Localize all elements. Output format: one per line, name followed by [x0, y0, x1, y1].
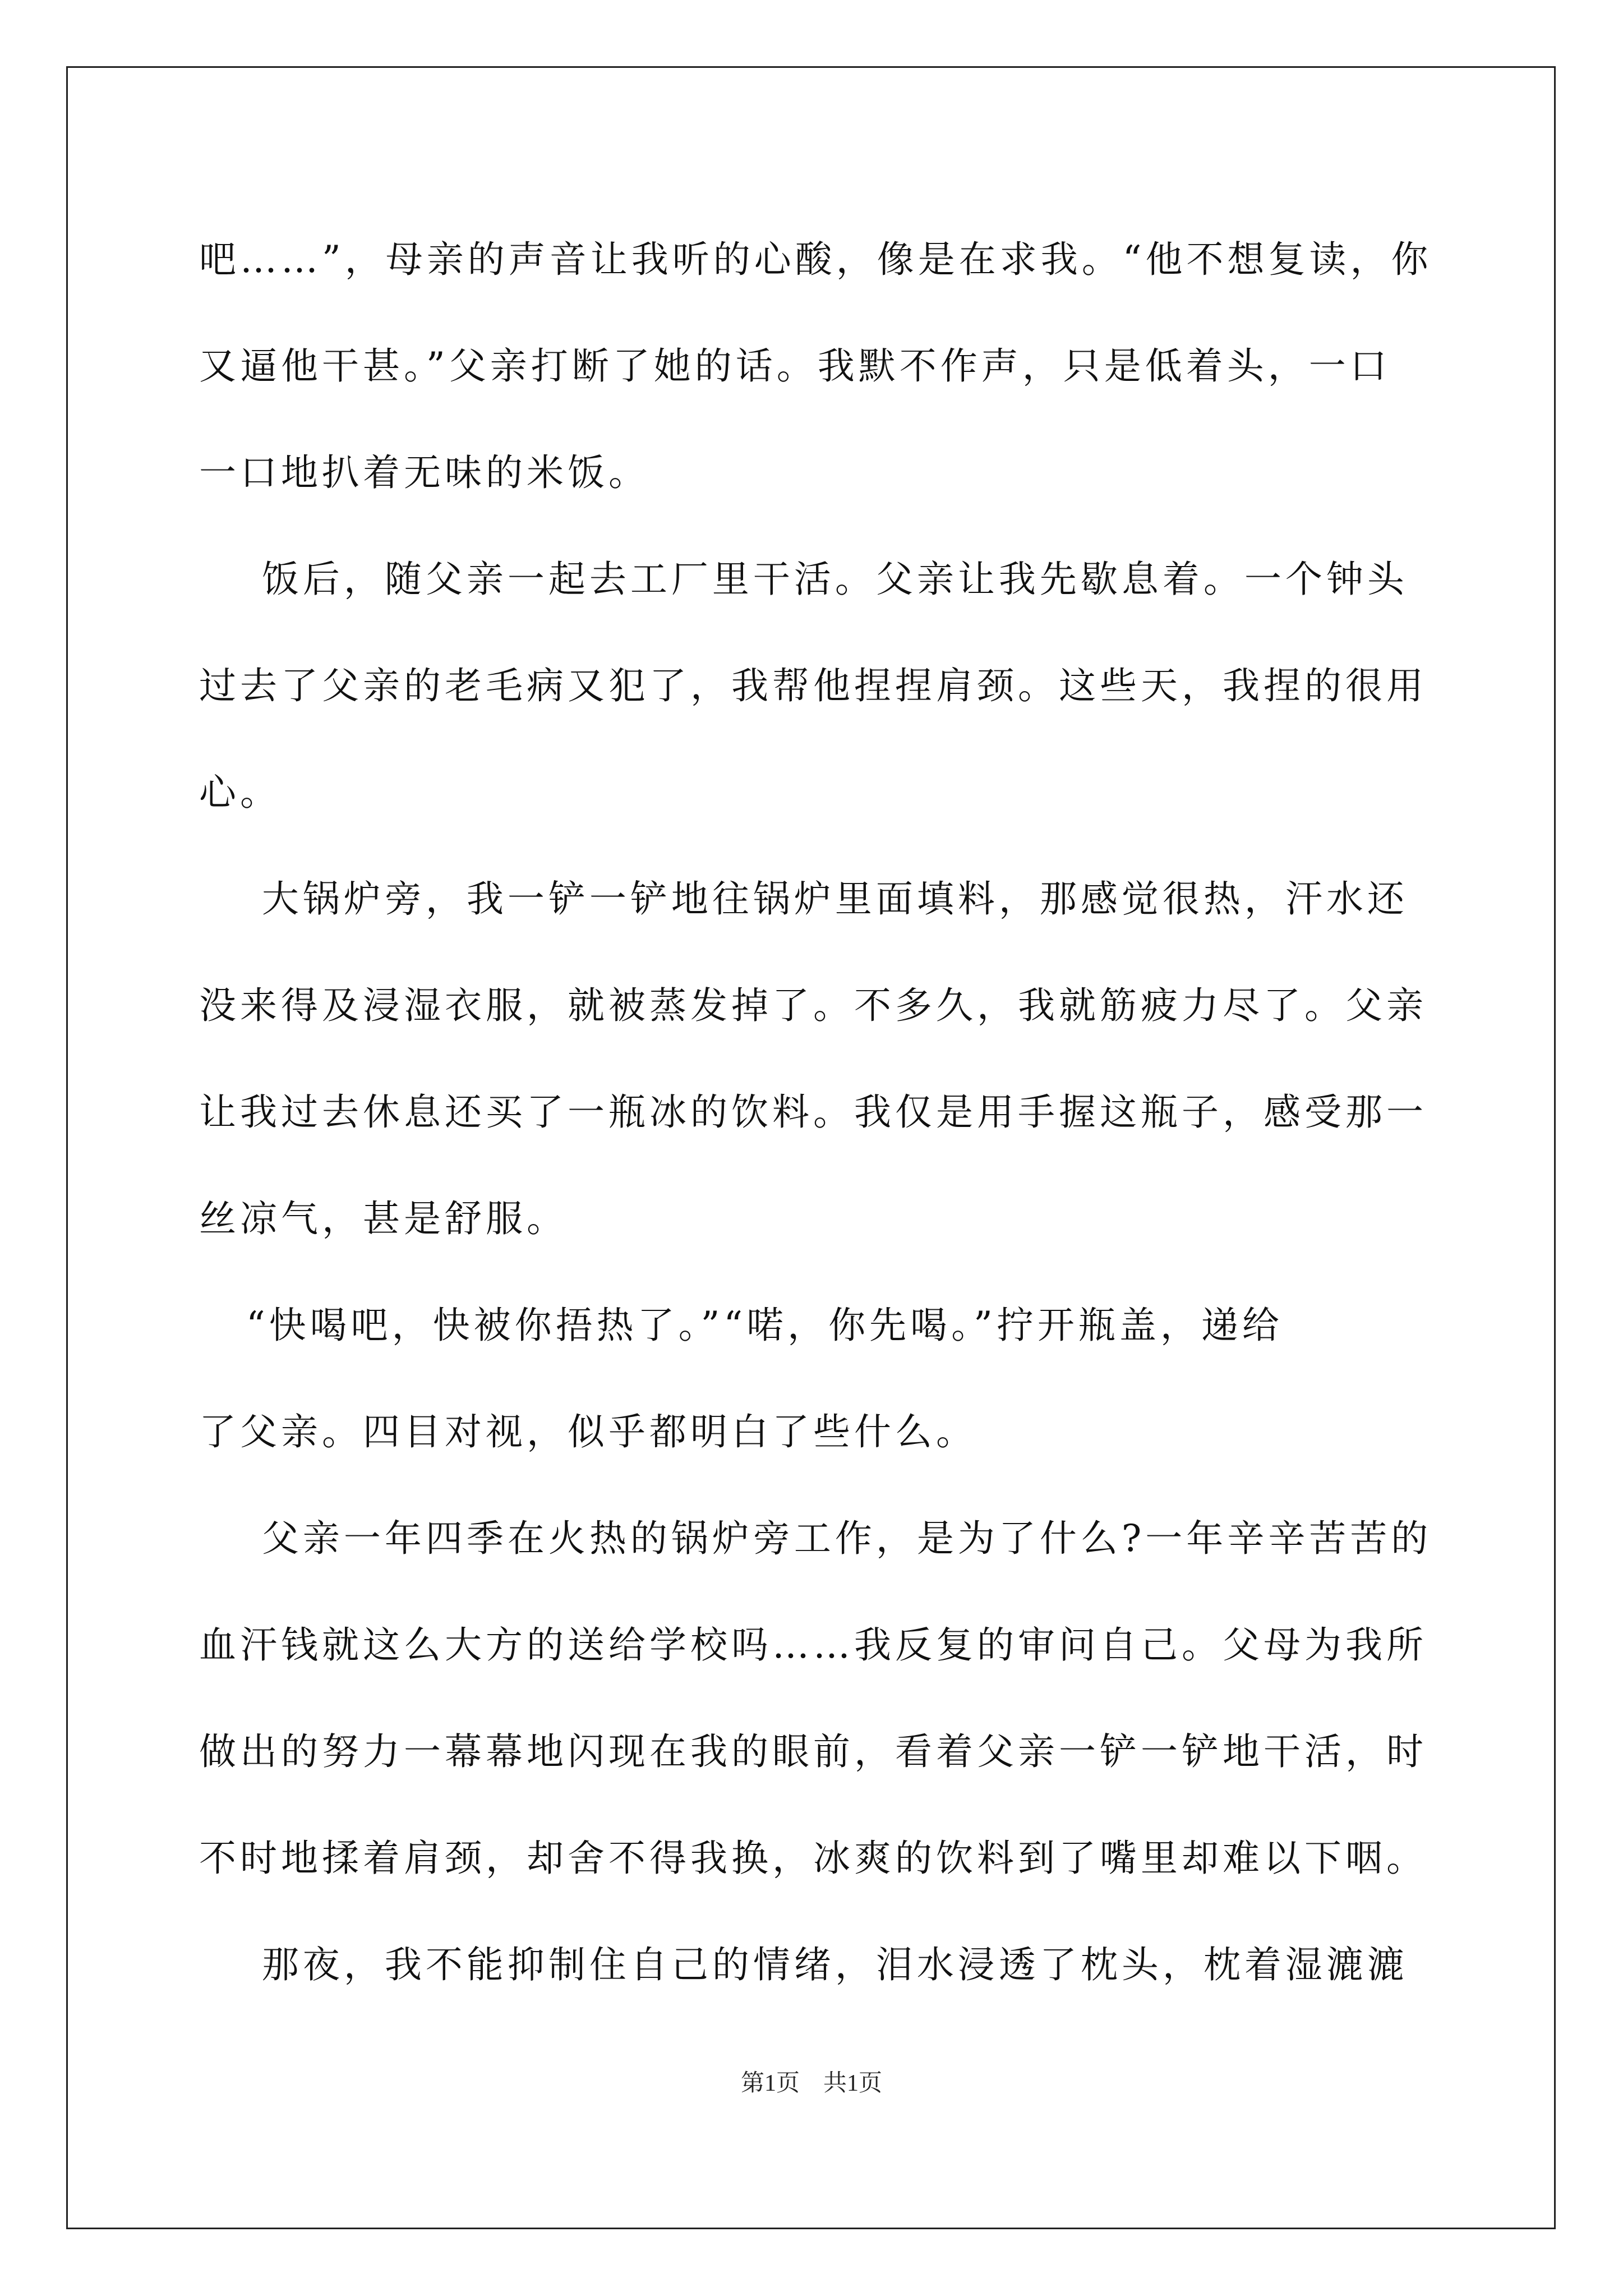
- text-line: 大锅炉旁，我一铲一铲地往锅炉里面填料，那感觉很热，汗水还: [199, 877, 1408, 921]
- text-line: 那夜，我不能抑制住自己的情绪，泪水浸透了枕头，枕着湿漉漉: [199, 1943, 1408, 1986]
- text-line: 饭后，随父亲一起去工厂里干活。父亲让我先歇息着。一个钟头: [199, 558, 1408, 601]
- text-line: “快喝吧，快被你捂热了。”“喏，你先喝。”拧开瓶盖，递给: [199, 1304, 1283, 1347]
- text-line: 让我过去休息还买了一瓶冰的饮料。我仅是用手握这瓶子，感受那一: [199, 1091, 1427, 1134]
- text-line: 做出的努力一幕幕地闪现在我的眼前，看着父亲一铲一铲地干活，时: [199, 1730, 1427, 1773]
- text-line: 不时地揉着肩颈，却舍不得我换，冰爽的饮料到了嘴里却难以下咽。: [199, 1837, 1427, 1880]
- text-line: 丝凉气，甚是舒服。: [199, 1197, 568, 1240]
- document-body: [199, 206, 1438, 2018]
- text-line: 心。: [199, 771, 281, 814]
- text-line: 血汗钱就这么大方的送给学校吗……我反复的审问自己。父母为我所: [199, 1623, 1427, 1667]
- text-line: 吧……”，母亲的声音让我听的心酸，像是在求我。“他不想复读，你: [199, 238, 1432, 281]
- text-line: 了父亲。四目对视，似乎都明白了些什么。: [199, 1410, 977, 1453]
- text-line: 父亲一年四季在火热的锅炉旁工作，是为了什么?一年辛辛苦苦的: [199, 1517, 1432, 1560]
- text-line: 过去了父亲的老毛病又犯了，我帮他捏捏肩颈。这些天，我捏的很用: [199, 664, 1427, 707]
- text-line: 又逼他干甚。”父亲打断了她的话。我默不作声，只是低着头，一口: [199, 344, 1391, 388]
- page-number-footer: 第1页 共1页: [740, 2070, 882, 2096]
- text-line: 没来得及浸湿衣服，就被蒸发掉了。不多久，我就筋疲力尽了。父亲: [199, 984, 1427, 1027]
- text-line: 一口地扒着无味的米饭。: [199, 451, 649, 494]
